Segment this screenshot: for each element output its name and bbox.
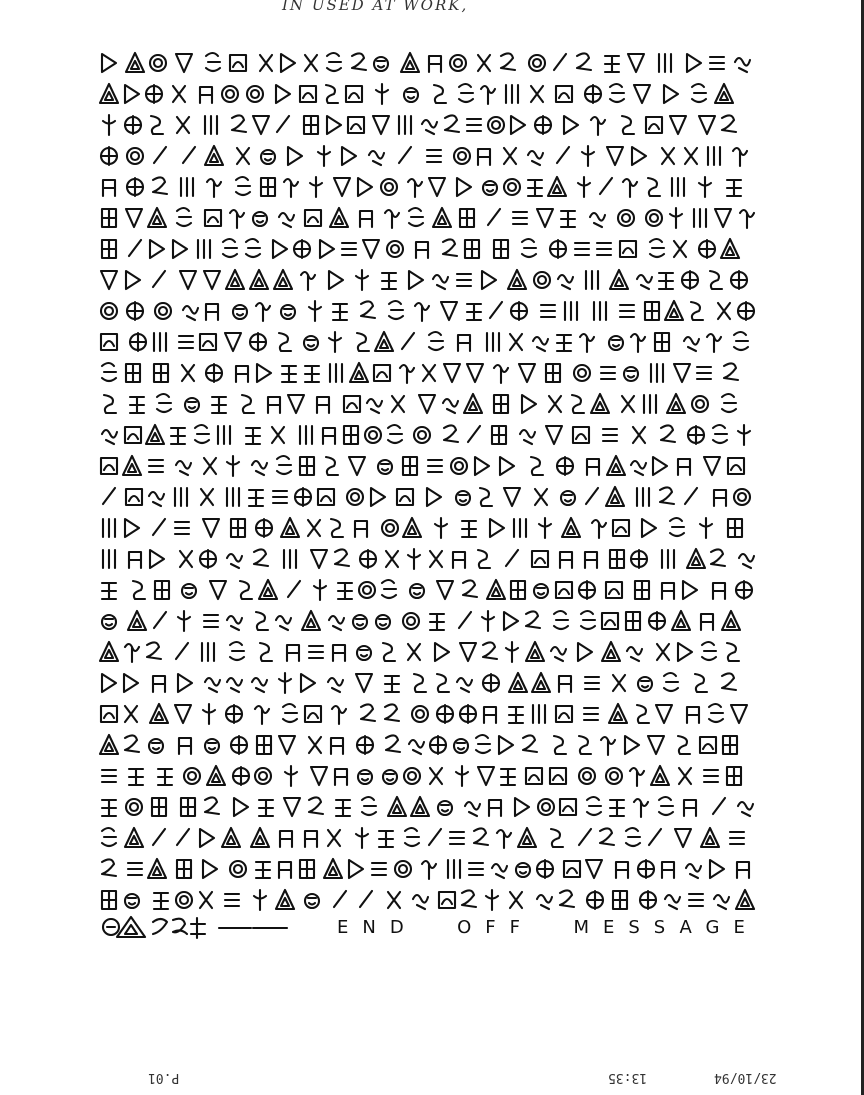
glyph-row-drawing bbox=[100, 575, 764, 606]
glyph-row-drawing bbox=[100, 637, 764, 668]
fax-time: 13:35 bbox=[608, 1070, 648, 1085]
glyph-row-drawing bbox=[100, 668, 764, 699]
glyph-row-drawing bbox=[100, 265, 764, 296]
glyph-row bbox=[100, 761, 764, 792]
glyph-row bbox=[100, 730, 764, 761]
glyph-row bbox=[100, 141, 764, 172]
glyph-row bbox=[100, 296, 764, 327]
glyph-row-drawing bbox=[100, 606, 764, 637]
glyph-row-drawing bbox=[100, 699, 764, 730]
fax-date: 23/10/94 bbox=[714, 1070, 777, 1085]
glyph-row-drawing bbox=[100, 792, 764, 823]
glyph-row bbox=[100, 451, 764, 482]
glyph-row bbox=[100, 637, 764, 668]
glyph-row-drawing bbox=[100, 141, 764, 172]
glyph-row bbox=[100, 854, 764, 885]
glyph-row bbox=[100, 203, 764, 234]
glyph-row bbox=[100, 544, 764, 575]
glyph-row-drawing bbox=[100, 110, 764, 141]
handwritten-header-note: IN USED AT WORK, bbox=[282, 0, 469, 14]
fax-page-number: P.01 bbox=[148, 1070, 180, 1085]
glyph-row-drawing bbox=[100, 730, 764, 761]
glyph-row bbox=[100, 823, 764, 854]
glyph-row-drawing bbox=[100, 823, 764, 854]
glyph-row-drawing bbox=[100, 513, 764, 544]
glyph-row bbox=[100, 699, 764, 730]
glyph-row bbox=[100, 668, 764, 699]
glyph-row bbox=[100, 482, 764, 513]
glyph-row bbox=[100, 110, 764, 141]
glyph-row-drawing bbox=[100, 327, 764, 358]
glyph-row bbox=[100, 575, 764, 606]
glyph-row-drawing bbox=[100, 389, 764, 420]
glyph-row bbox=[100, 389, 764, 420]
glyph-row-drawing bbox=[100, 234, 764, 265]
glyph-row-drawing bbox=[100, 358, 764, 389]
end-of-message-line bbox=[101, 910, 781, 944]
glyph-row bbox=[100, 513, 764, 544]
glyph-row bbox=[100, 358, 764, 389]
glyph-row bbox=[100, 48, 764, 79]
glyph-row-drawing bbox=[100, 420, 764, 451]
glyph-row bbox=[100, 172, 764, 203]
glyph-row-drawing bbox=[100, 203, 764, 234]
glyph-row bbox=[100, 265, 764, 296]
glyph-row-drawing bbox=[100, 482, 764, 513]
glyph-row-drawing bbox=[100, 854, 764, 885]
glyph-row bbox=[100, 79, 764, 110]
glyph-row-drawing bbox=[100, 48, 764, 79]
final-glyph-sequence bbox=[101, 912, 291, 942]
glyph-row bbox=[100, 420, 764, 451]
handwritten-glyph-block bbox=[100, 48, 764, 948]
end-of-message-text: END OFF MESSAGE bbox=[337, 916, 759, 938]
glyph-row-drawing bbox=[100, 79, 764, 110]
final-glyphs-drawing bbox=[101, 912, 291, 942]
glyph-row bbox=[100, 792, 764, 823]
glyph-row-drawing bbox=[100, 761, 764, 792]
glyph-row-drawing bbox=[100, 296, 764, 327]
glyph-row bbox=[100, 234, 764, 265]
glyph-row bbox=[100, 327, 764, 358]
glyph-row-drawing bbox=[100, 451, 764, 482]
fax-footer bbox=[0, 1070, 864, 1092]
glyph-row-drawing bbox=[100, 172, 764, 203]
glyph-row bbox=[100, 606, 764, 637]
glyph-row-drawing bbox=[100, 544, 764, 575]
